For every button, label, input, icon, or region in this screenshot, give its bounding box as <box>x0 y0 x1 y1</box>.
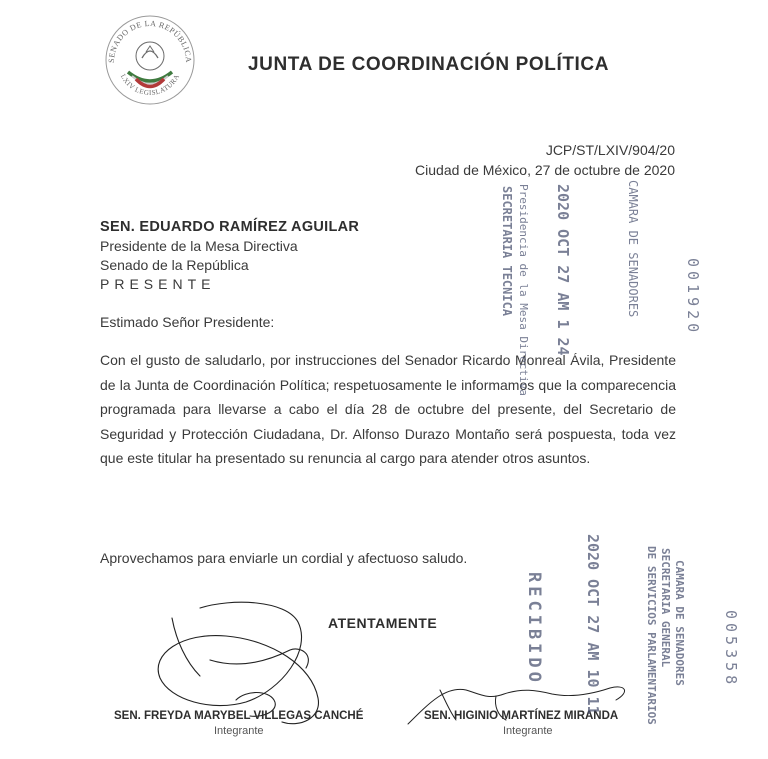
stamp-2-datetime: 2020 OCT 27 AM 10 11 <box>584 534 602 715</box>
seal-bottom-text: LXIV LEGISLATURA <box>118 72 182 97</box>
letter-body: Con el gusto de saludarlo, por instrucciones del Senador Ricardo Monreal Ávila, Presidente de la Junta de Coordinación Política; respetuosamente le informamos que la comparecencia programada para llevarse a cabo el día 28 de octubre del presente, del Secretario de Seguridad y Protección Ciudadana, Dr. Alfonso Durazo Montaño será pospuesta, toda vez que este titular ha presentado su renuncia al cargo para atender otros asuntos. <box>100 352 676 466</box>
letter-closing: Aprovechamos para enviarle un cordial y afectuoso saludo. <box>100 550 468 566</box>
signer-2-role: Integrante <box>503 725 553 737</box>
svg-text:SENADO DE LA REPÚBLICA <box>107 19 193 63</box>
stamp-2-folio: 005358 <box>722 610 740 689</box>
atentamente-label: ATENTAMENTE <box>328 615 438 631</box>
reference-number: JCP/ST/LXIV/904/20 <box>545 142 675 158</box>
stamp-2-org-line3: DE SERVICIOS PARLAMENTARIOS <box>645 546 658 725</box>
stamp-1-office-line2: SECRETARIA TECNICA <box>500 186 514 317</box>
signer-1-role: Integrante <box>214 725 264 737</box>
addressee-institution: Senado de la República <box>100 257 249 273</box>
signature-left <box>158 602 318 723</box>
stamp-1-folio: 001920 <box>684 258 702 337</box>
signer-1-name: SEN. FREYDA MARYBEL VILLEGAS CANCHÉ <box>114 710 364 722</box>
letter-greeting: Estimado Señor Presidente: <box>100 314 275 330</box>
stamp-2-org-line1: CAMARA DE SENADORES <box>673 560 686 686</box>
addressee-name: SEN. EDUARDO RAMÍREZ AGUILAR <box>100 219 360 235</box>
stamp-1-datetime: 2020 OCT 27 AM 1 24 <box>554 184 572 356</box>
page-title: JUNTA DE COORDINACIÓN POLÍTICA <box>248 54 610 75</box>
senate-seal-icon <box>102 12 198 108</box>
signer-2-name: SEN. HIGINIO MARTÍNEZ MIRANDA <box>424 710 619 722</box>
stamp-1-office-line1: Presidencia de la Mesa Directiva <box>517 184 530 396</box>
senate-seal-logo <box>102 12 198 108</box>
stamp-2-org-line2: SECRETARIA GENERAL <box>659 548 672 668</box>
place-date: Ciudad de México, 27 de octubre de 2020 <box>415 162 675 178</box>
addressee-position: Presidente de la Mesa Directiva <box>100 238 298 254</box>
seal-top-text: SENADO DE LA REPÚBLICA <box>106 18 194 64</box>
stamp-2-received: RECIBIDO <box>524 572 544 686</box>
addressee-presente: PRESENTE <box>100 276 216 292</box>
stamp-1-org: CAMARA DE SENADORES <box>626 180 640 318</box>
addressee-block <box>100 218 359 294</box>
